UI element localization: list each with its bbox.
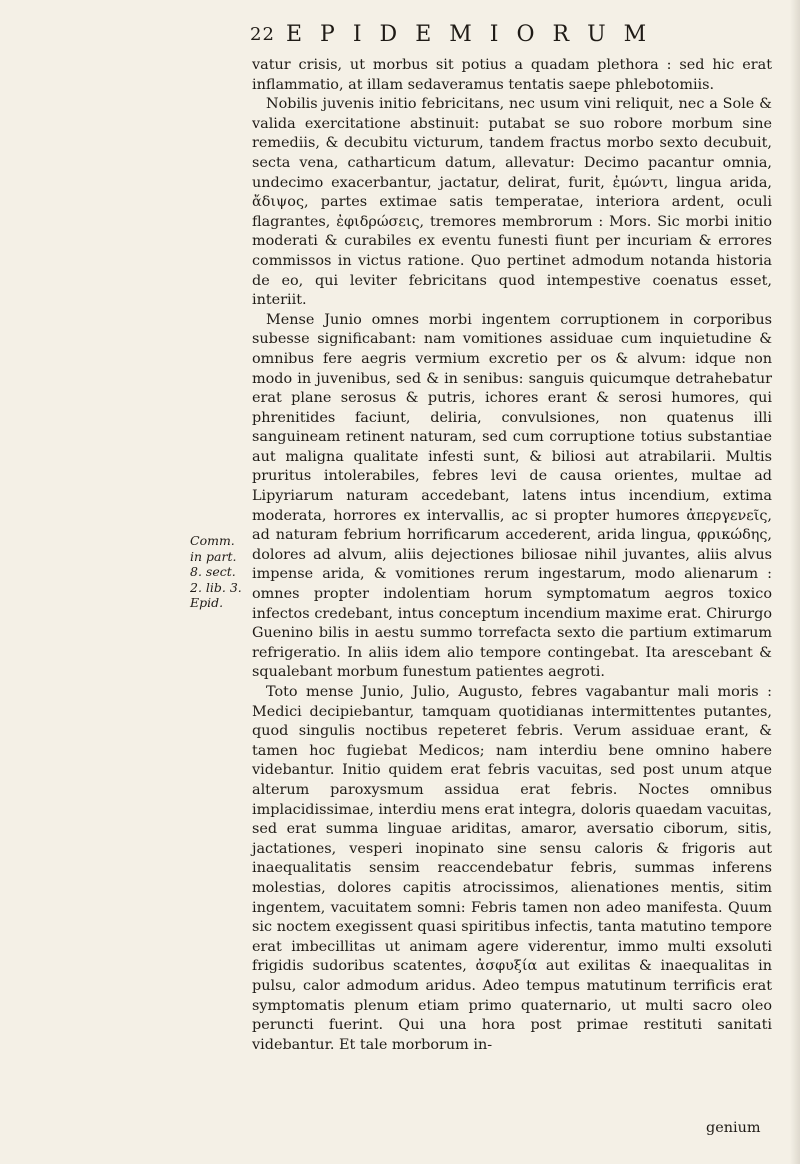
marginal-note-line: in part. [190,548,237,564]
page-header [250,20,770,54]
page-edge-shadow [790,0,800,1164]
page-number: 22 [250,24,275,45]
marginal-note-line: Comm. [190,533,235,548]
marginal-note-line: Epid. [190,595,224,610]
main-text [252,56,772,1055]
catchword: genium [706,1120,761,1136]
marginal-note [190,533,248,611]
running-title: EPIDEMIORUM [286,22,665,47]
marginal-note-line: 2. lib. 3. [190,579,242,595]
paragraph: vatur crisis, ut morbus sit potius a quadam plethora : sed hic erat inflammatio, at illam sedaveramus tentatis saepe phlebotomiis. [252,57,772,93]
paragraph: Nobilis juvenis initio febricitans, nec usum vini reliquit, nec a Sole & valida exercitatione abstinuit: putabat se suo robore morbum sine remediis, & decubitu victurum, tandem fractus morbo sexto decubuit, secta vena, catharticum datum, allevatur: Decimo pacantur omnia, undecimo exacerbantur, jactatur, delirat, furit, ἐμώντι, lingua arida, ἄδιψος, partes extimae satis temperatae, interiora ardent, oculi flagrantes, ἐφιδρώσεις, tremores membrorum : Mors. Sic morbi initio moderati & curabiles ex eventu funesti fiunt per incuriam & errores commissos in victus ratione. Quo pertinet admodum notanda historia de eo, qui leviter febricitans quod intempestive coenatus esset, interiit. [252,96,772,309]
paragraph: Mense Junio omnes morbi ingentem corruptionem in corporibus subesse significabant: nam vomitiones assiduae cum inquietudine & omnibus fere aegris vermium excretio per os & alvum: idque non modo in juvenibus, sed & in senibus: sanguis quicumque detrahebatur erat plane serosus & putris, ichores erant & serosi humores, qui phrenitides faciunt, deliria, convulsiones, non quatenus illi sanguineam retinent naturam, sed cum corruptione totius substantiae aut maligna qualitate infesti sunt, & biliosi aut atrabilarii. Multis pruritus intolerabiles, febres levi de causa orientes, multae ad Lipyriarum naturam accedebant, latens intus incendium, extima moderata, horrores ex intervallis, ac si propter humores ἀπεργενεῖς, ad naturam febrium horrificarum accederent, arida lingua, φρικώδης, dolores ad alvum, aliis dejectiones biliosae nihil juvantes, aliis alvus impense arida, & vomitiones rerum ingestarum, modo alienarum : omnes propter indolentiam horum symptomatum aegros toxico infectos credebant, intus conceptum incendium maxime erat. Chirurgo Guenino bilis in aestu summo torrefacta sexto die partium extimarum refrigeratio. In aliis idem alio tempore contingebat. Ita arescebant & squalebant morbum funestum patientes aegroti. [252,311,772,681]
paragraph: Toto mense Junio, Julio, Augusto, febres vagabantur mali moris : Medici decipiebantur, tamquam quotidianas intermittentes putantes, quod singulis noctibus repeteret febris. Verum assiduae erant, & tamen hoc fugiebat Medicos; nam interdiu bene omnino habere videbantur. Initio quidem erat febris vacuitas, sed post unum atque alterum paroxysmum assidua erat febris. Noctes omnibus implacidissimae, interdiu mens erat integra, doloris quaedam vacuitas, sed erat summa linguae ariditas, amaror, aversatio ciborum, sitis, jactationes, vesperi inopinato sine sensu caloris & frigoris aut inaequalitatis sensim reaccendebatur febris, summas inferens molestias, dolores capitis atrocissimos, alienationes mentis, sitim ingentem, vacuitatem somni: Febris tamen non adeo manifesta. Quum sic noctem exegissent quasi spiritibus infectis, tanta matutino tempore erat imbecillitas ut animam agere viderentur, immo multi exsoluti frigidis sudoribus scatentes, ἀσφυξία aut exilitas & inaequalitas in pulsu, calor admodum aridus. Adeo tempus matutinum terrificis erat symptomatis plenum etiam primo quaternario, ut multi sacro oleo peruncti fuerint. Qui una hora post primae restituti sanitati videbantur. Et tale morborum in- [252,684,772,1053]
marginal-note-line: 8. sect. [190,564,236,579]
